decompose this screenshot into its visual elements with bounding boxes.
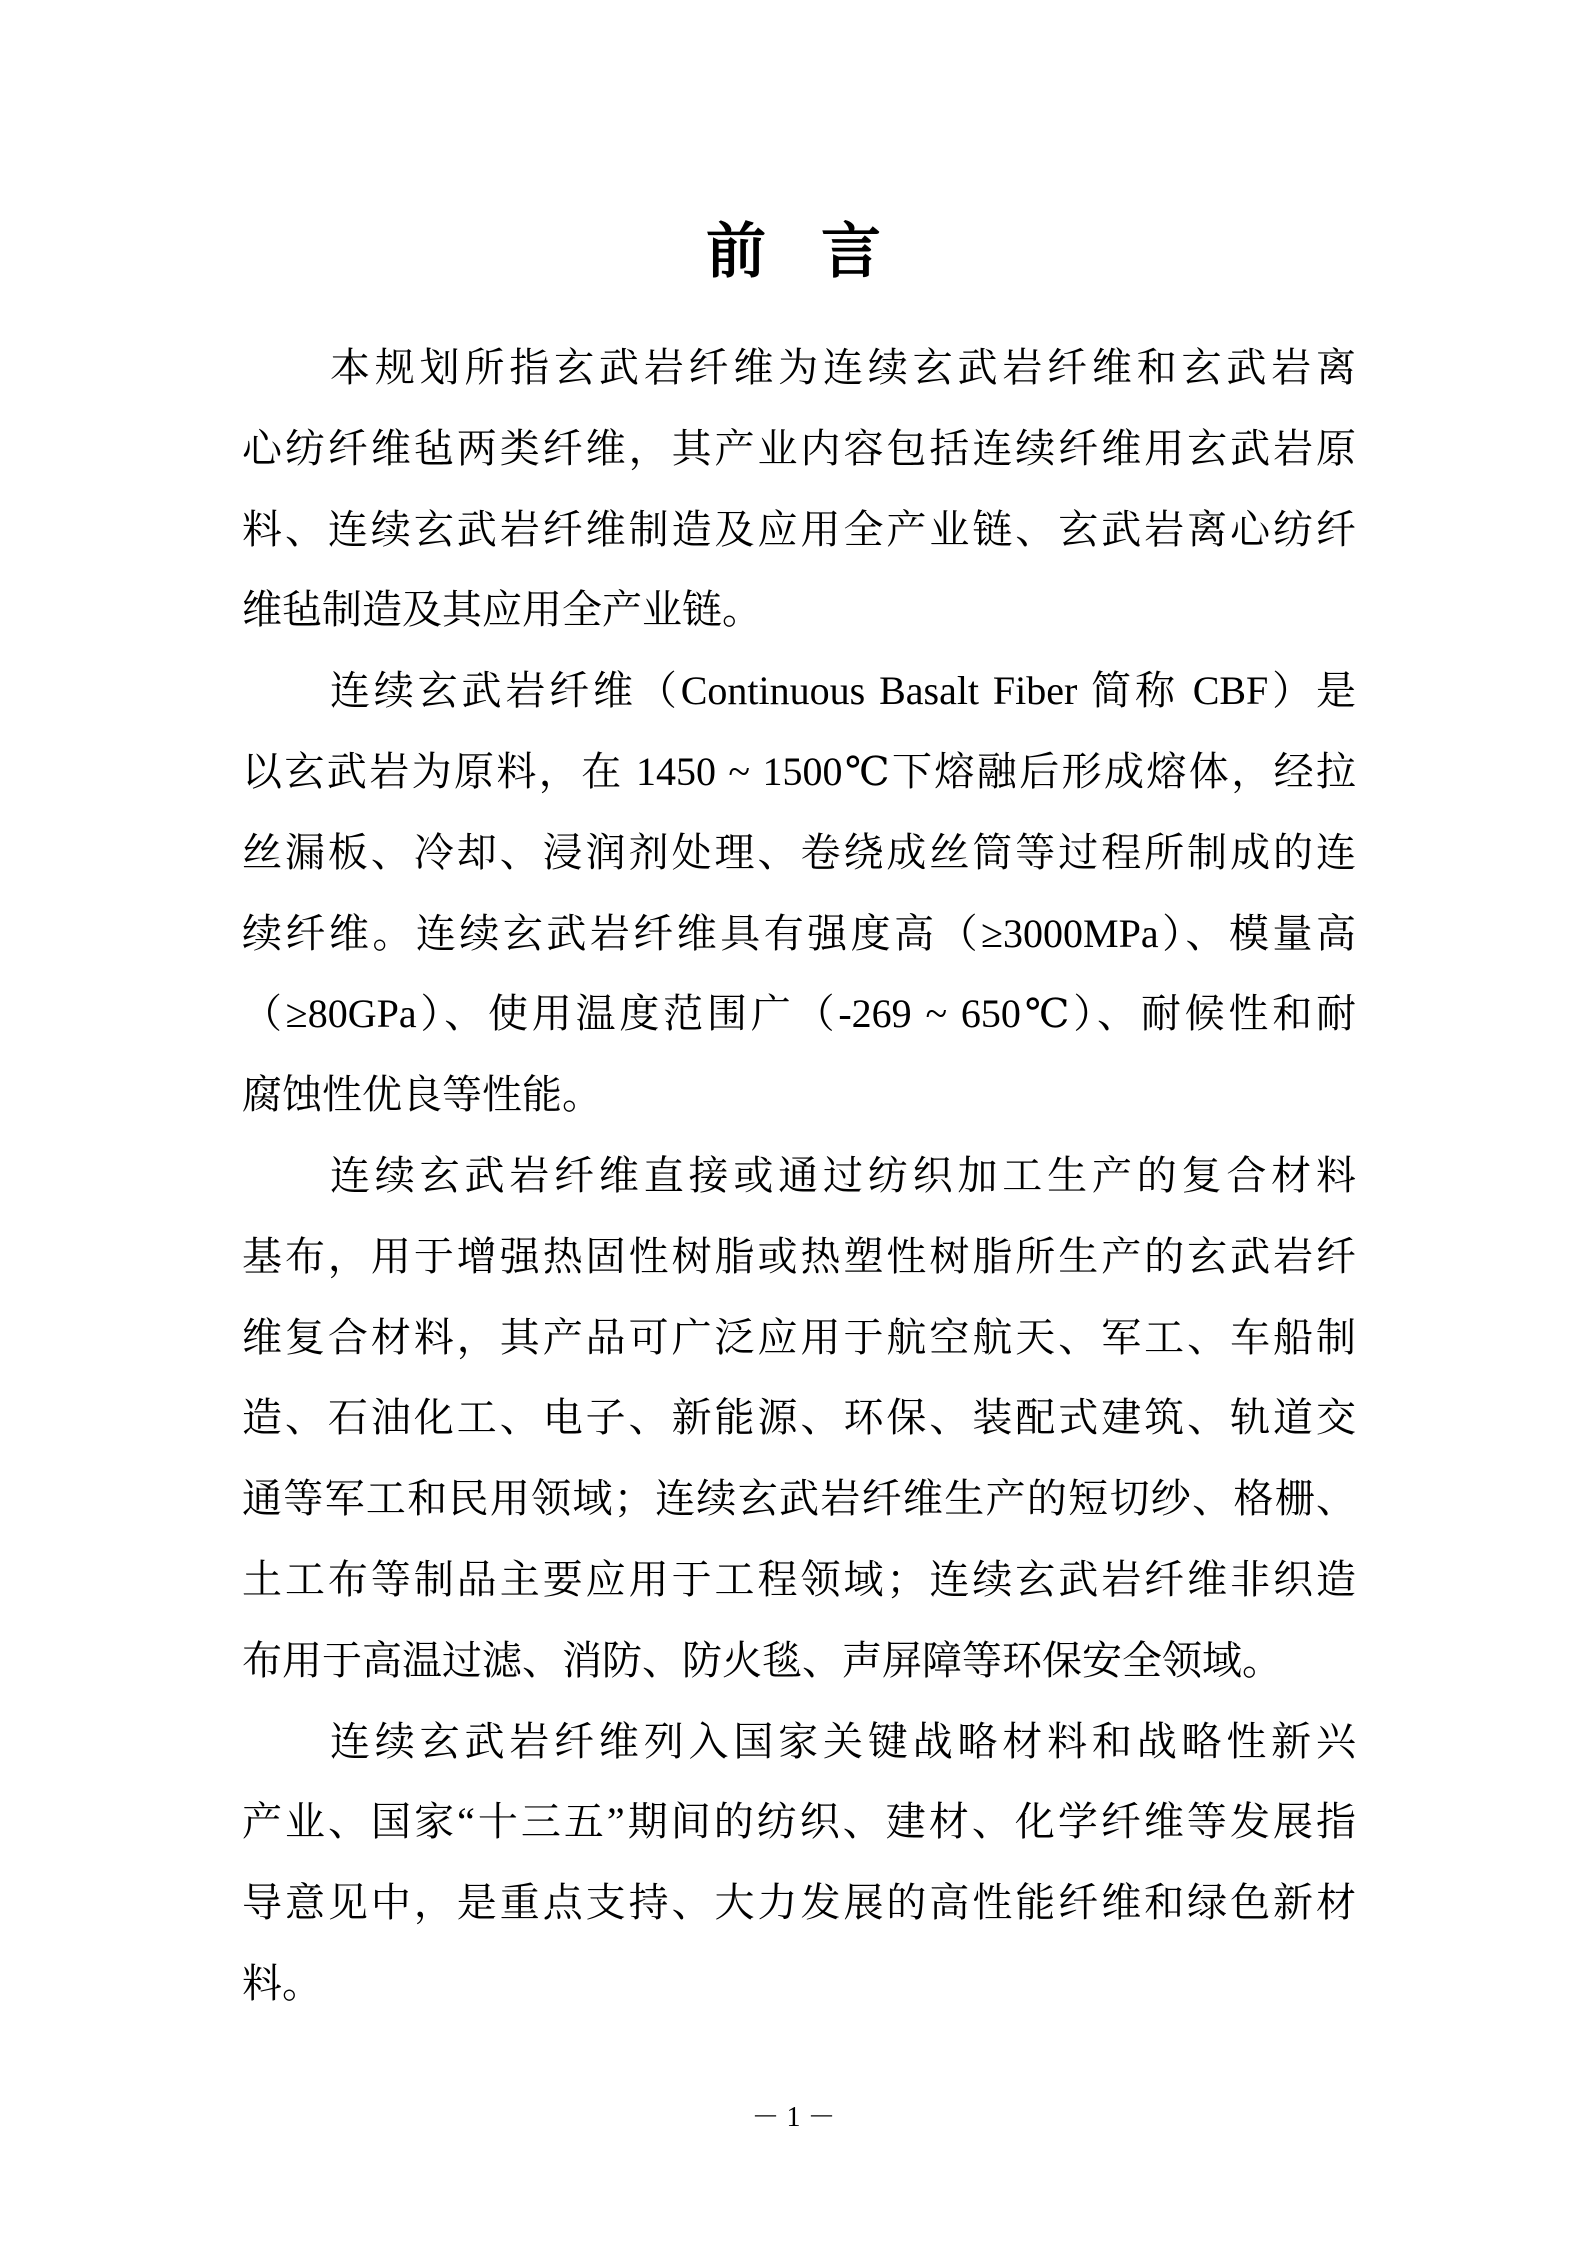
text-line: 本规划所指玄武岩纤维为连续玄武岩纤维和玄武岩离 xyxy=(330,345,1356,390)
text-line: 丝漏板、冷却、浸润剂处理、卷绕成丝筒等过程所制成的连 xyxy=(242,829,1356,875)
text-line: 以玄武岩为原料，在 1450 ~ 1500℃下熔融后形成熔体，经拉 xyxy=(242,748,1356,794)
text-line: 通等军工和民用领域；连续玄武岩纤维生产的短切纱、格栅、 xyxy=(242,1476,1356,1522)
body-text xyxy=(242,328,1356,2025)
paragraph-4 xyxy=(242,1702,1356,2025)
text-line: 基布，用于增强热固性树脂或热塑性树脂所生产的玄武岩纤 xyxy=(242,1233,1356,1279)
paragraph-3 xyxy=(242,1136,1356,1702)
text-line: 续纤维。连续玄武岩纤维具有强度高（≥3000MPa）、模量高 xyxy=(242,910,1356,956)
text-line: 料、连续玄武岩纤维制造及应用全产业链、玄武岩离心纺纤 xyxy=(242,506,1356,552)
text-line: 布用于高温过滤、消防、防火毯、声屏障等环保安全领域。 xyxy=(242,1637,1282,1683)
page-number: － 1 － xyxy=(751,2102,836,2133)
text-line: 造、石油化工、电子、新能源、环保、装配式建筑、轨道交 xyxy=(242,1395,1356,1441)
text-line: 产业、国家“十三五”期间的纺织、建材、化学纤维等发展指 xyxy=(242,1799,1356,1845)
text-line: 维复合材料，其产品可广泛应用于航空航天、军工、车船制 xyxy=(242,1314,1356,1360)
paragraph-2 xyxy=(242,651,1356,1136)
page-title: 前 言 xyxy=(706,219,881,285)
text-line: 腐蚀性优良等性能。 xyxy=(242,1072,602,1118)
text-line: 连续玄武岩纤维（Continuous Basalt Fiber 简称 CBF）是 xyxy=(330,668,1356,714)
text-line: （≥80GPa）、使用温度范围广（-269 ~ 650℃）、耐候性和耐 xyxy=(242,991,1356,1037)
text-line: 导意见中，是重点支持、大力发展的高性能纤维和绿色新材 xyxy=(242,1880,1356,1926)
text-line: 心纺纤维毡两类纤维，其产业内容包括连续纤维用玄武岩原 xyxy=(242,425,1356,471)
paragraph-1 xyxy=(242,328,1356,651)
text-line: 连续玄武岩纤维列入国家关键战略材料和战略性新兴 xyxy=(330,1718,1356,1764)
text-line: 料。 xyxy=(242,1960,322,2006)
text-line: 维毡制造及其应用全产业链。 xyxy=(242,587,762,633)
text-line: 连续玄武岩纤维直接或通过纺织加工生产的复合材料 xyxy=(330,1152,1356,1198)
text-line: 土工布等制品主要应用于工程领域；连续玄武岩纤维非织造 xyxy=(242,1556,1356,1602)
